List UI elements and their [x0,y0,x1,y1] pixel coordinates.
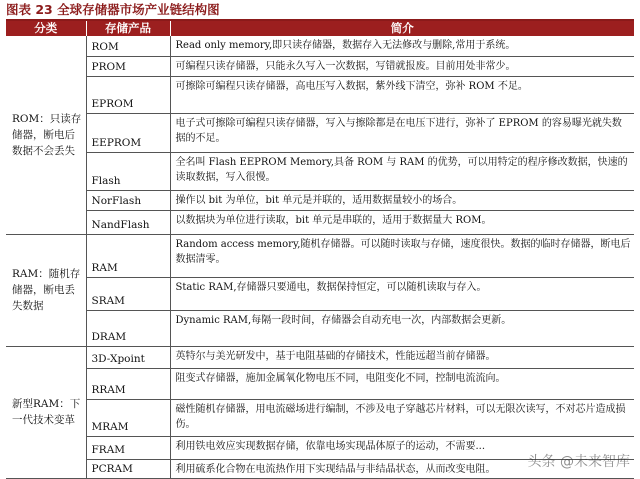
header-product: 存储产品 [86,21,170,36]
description-cell: 利用铁电效应实现数据存储，依靠电场实现晶体原子的运动，不需要... [170,436,634,459]
description-cell: 英特尔与美光研发中，基于电阻基础的存储技术，性能远超当前存储器。 [170,346,634,368]
table-row [6,310,634,346]
header-category: 分类 [6,21,86,36]
table-row [6,234,634,277]
description-cell: 可擦除可编程只读存储器，高电压写入数据，紫外线下清空，弥补 ROM 不足。 [170,76,634,113]
description-cell: 操作以 bit 为单位，bit 单元是并联的，适用数据量较小的场合。 [170,190,634,210]
table-row [6,76,634,113]
table-row [6,56,634,76]
table-row [6,210,634,234]
description-cell: 电子式可擦除可编程只读存储器，写入与擦除都是在电压下进行，弥补了 EPROM 的容易曝光就失数据的不足。 [170,113,634,152]
product-cell: RRAM [86,368,170,399]
description-cell: 阻变式存储器，施加金属氧化物电压不同，电阻变化不同，控制电流流向。 [170,368,634,399]
description-cell: 利用硫系化合物在电流热作用下实现结晶与非结晶状态，从而改变电阻。 [170,459,634,478]
header-description: 简介 [170,21,634,36]
description-cell: 可编程只读存储器，只能永久写入一次数据，写错就报废。目前用处非常少。 [170,56,634,76]
product-cell: PROM [86,56,170,76]
description-cell: 磁性随机存储器，用电流磁场进行编制，不涉及电子穿越芯片材料，可以无限次读写，不对芯片造成损伤。 [170,399,634,436]
group-new-ram: 新型RAM：下一代技术变革 [6,346,86,478]
figure-title: 图表 23 全球存储器市场产业链结构图 [6,2,220,17]
product-cell: Flash [86,152,170,190]
product-cell: 3D-Xpoint [86,346,170,368]
product-cell: ROM [86,36,170,56]
table-row [6,399,634,436]
description-cell: 全名叫 Flash EEPROM Memory,具备 ROM 与 RAM 的优势，可以用特定的程序修改数据，快速的读取数据，写入很慢。 [170,152,634,190]
description-cell: Static RAM,存储器只要通电，数据保持恒定，可以随机读取与存入。 [170,277,634,310]
product-cell: NorFlash [86,190,170,210]
table-row [6,152,634,190]
product-cell: SRAM [86,277,170,310]
product-cell: DRAM [86,310,170,346]
table-header-row [6,21,634,36]
table-row [6,113,634,152]
group-ram: RAM：随机存储器，断电丢失数据 [6,234,86,346]
product-cell: EPROM [86,76,170,113]
description-cell: Dynamic RAM,每隔一段时间，存储器会自动充电一次，内部数据会更新。 [170,310,634,346]
table-row [6,190,634,210]
product-cell: FRAM [86,436,170,459]
memory-structure-table [6,21,634,479]
product-cell: NandFlash [86,210,170,234]
group-rom: ROM：只读存储器，断电后数据不会丢失 [6,36,86,234]
description-cell: Random access memory,随机存储器。可以随时读取与存储，速度很快。数据的临时存储器，断电后数据清零。 [170,234,634,277]
product-cell: MRAM [86,399,170,436]
table-row [6,346,634,368]
table-row [6,368,634,399]
description-cell: Read only memory,即只读存储器，数据存入无法修改与删除,常用于系统。 [170,36,634,56]
watermark-text: 头条 @未来智库 [527,454,630,470]
table-row [6,277,634,310]
table-row [6,36,634,56]
description-cell: 以数据块为单位进行读取，bit 单元是串联的，适用于数据量大 ROM。 [170,210,634,234]
product-cell: PCRAM [86,459,170,478]
product-cell: RAM [86,234,170,277]
product-cell: EEPROM [86,113,170,152]
